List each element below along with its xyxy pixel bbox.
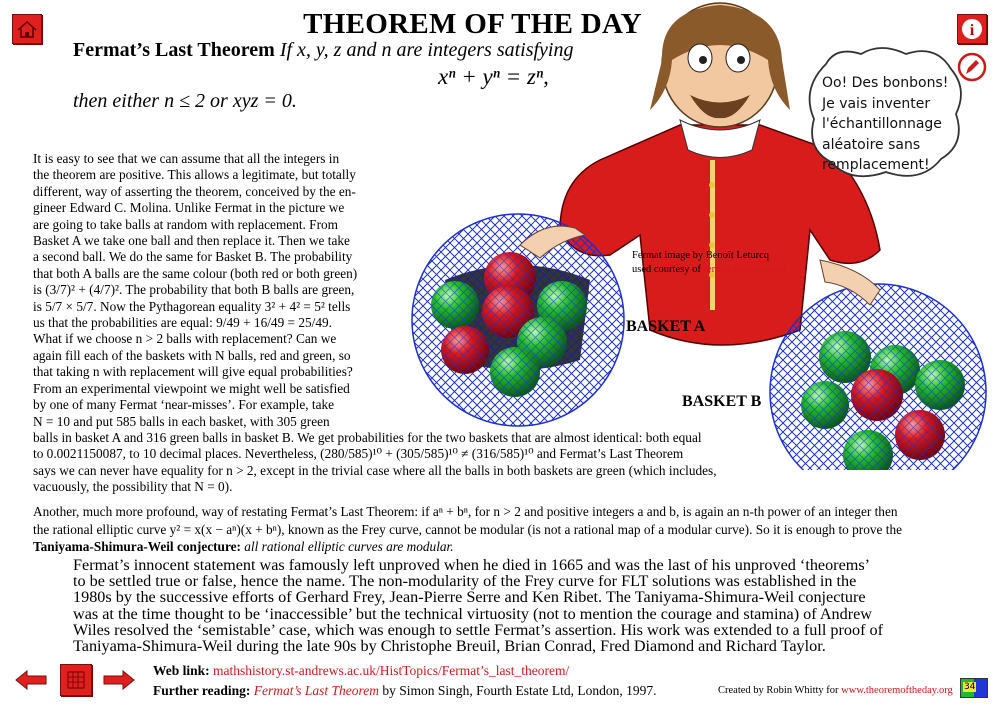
credit-prefix: used courtesy of xyxy=(632,263,701,275)
text-line: is (3/7)² + (4/7)². The probability that both B balls are green, xyxy=(33,282,355,298)
arrow-left-icon xyxy=(14,670,48,690)
bubble-line: l'échantillonnage xyxy=(822,116,942,133)
credit-line-2 xyxy=(632,263,786,277)
text-line: Taniyama-Shimura-Weil during the late 90s by Christophe Breuil, Brian Conrad, Fred Diamond and Richard Taylor. xyxy=(73,637,826,656)
body-paragraph-2 xyxy=(33,503,966,556)
text-line: to 0.0021150087, to 10 decimal places. Nevertheless, (280/585)¹⁰ + (305/585)¹⁰ ≠ (316/585)¹⁰ and Fermat’s Last Theorem xyxy=(33,446,684,462)
speech-bubble-text xyxy=(822,73,954,176)
theorem-conclusion: then either n ≤ 2 or xyz = 0. xyxy=(73,90,297,112)
text-line: balls in basket A and 316 green balls in basket B. We get probabilities for the two baskets that are almost identical: both equal xyxy=(33,430,702,445)
further-reading-row xyxy=(153,683,657,699)
credit-line-1: Fermat image by Benoît Leturcq xyxy=(632,250,770,261)
bubble-line: Oo! Des bonbons! xyxy=(822,75,949,91)
basket-a-illustration xyxy=(412,214,624,426)
text-line: us that the probabilities are equal: 9/49 + 16/49 = 25/49. xyxy=(33,315,332,331)
page-number: 34 xyxy=(964,682,976,692)
basket-b-label: BASKET B xyxy=(682,393,762,410)
text-line: Basket A we take one ball and then replace it. Then we take xyxy=(33,233,350,249)
text-line: N = 10 and put 585 balls in each basket, with 305 green xyxy=(33,413,330,429)
text-line: a second ball. We do the same for Basket B. The probability xyxy=(33,249,353,265)
created-by-text: Created by Robin Whitty for xyxy=(718,685,839,696)
bubble-line: aléatoire sans xyxy=(822,136,921,153)
text-line: by one of many Fermat ‘near-misses’. For example, take xyxy=(33,397,335,413)
text-line: Fermat’s innocent statement was famously left unproved when he died in 1665 and was the last of his unproved ‘theorems’ xyxy=(73,556,871,574)
text-line: was at the time thought to be ‘inaccessible’ but the technical virtuosity (not to mention the courage and stamina) of Andrew xyxy=(73,604,872,623)
text-line: the theorem are positive. This allows a legitimate, but totally xyxy=(33,167,356,183)
body-paragraph-1 xyxy=(33,151,376,430)
page-number-badge xyxy=(960,678,988,698)
theorem-intro: If x, y, z and n are integers satisfying xyxy=(279,39,574,61)
text-line: From an experimental viewpoint we might well be satisfied xyxy=(33,380,350,396)
basket-a-label: BASKET A xyxy=(626,318,706,335)
created-by xyxy=(718,685,953,696)
further-reading-title[interactable]: Fermat’s Last Theorem xyxy=(253,683,380,698)
fermat-science-link[interactable]: fermat-science.com xyxy=(703,263,786,275)
text-line: What if we choose n > 2 balls with replacement? Can we xyxy=(33,331,337,347)
fermat-formula: xⁿ + yⁿ = zⁿ, xyxy=(438,64,549,89)
text-line: Wiles resolved the ‘semistable’ case, which was enough to settle Fermat’s assertion. His work was extended to a full proof of xyxy=(73,620,884,639)
text-line: that taking n with replacement will give equal probabilities? xyxy=(33,364,353,380)
web-link-row xyxy=(153,663,569,679)
theorem-name: Fermat’s Last Theorem xyxy=(73,39,275,61)
text-line: again fill each of the baskets with N balls, red and green, so xyxy=(33,347,351,363)
tsw-conjecture-statement: all rational elliptic curves are modular. xyxy=(244,539,454,554)
next-button[interactable] xyxy=(102,670,136,690)
text-line: that both A balls are the same colour (both red or both green) xyxy=(33,265,358,281)
text-line: is 5/7 × 5/7. Now the Pythagorean equality 3² + 4² = 5² tells xyxy=(33,298,351,314)
bubble-line: Je vais inventer xyxy=(822,95,931,112)
history-paragraph xyxy=(73,557,928,654)
text-line: 1980s by the successive efforts of Gerhard Frey, Jean-Pierre Serre and Ken Ribet. The Taniyama-Shimura-Weil conjecture xyxy=(73,588,866,607)
image-credit xyxy=(632,249,786,276)
text-line: It is easy to see that we can assume that all the integers in xyxy=(33,151,340,166)
text-line: to be settled true or false, hence the name. The non-modularity of the Frey curve for FLT solutions was established in the xyxy=(73,572,857,591)
text-line: vacuously, the possibility that N = 0). xyxy=(33,479,233,495)
page-title: THEOREM OF THE DAY xyxy=(303,8,642,40)
svg-text:i: i xyxy=(969,22,975,39)
further-reading-details: by Simon Singh, Fourth Estate Ltd, London, 1997. xyxy=(382,683,657,698)
tsw-conjecture-label: Taniyama-Shimura-Weil conjecture: xyxy=(33,539,241,554)
text-line: Another, much more profound, way of restating Fermat’s Last Theorem: if aⁿ + bⁿ, for n > 2 and positive integers a and b, is again an n-th power of an integer then xyxy=(33,504,898,519)
text-line: the rational elliptic curve y² = x(x − aⁿ)(x + bⁿ), known as the Frey curve, cannot be modular (is not a rational map of a modular curve). So it is enough to prove the xyxy=(33,521,902,537)
web-link-label: Web link: xyxy=(153,663,210,678)
text-line: are going to take balls at random with replacement. From xyxy=(33,216,338,232)
arrow-right-icon xyxy=(102,670,136,690)
bubble-line: remplacement! xyxy=(822,157,930,174)
site-link[interactable]: www.theoremoftheday.org xyxy=(841,685,953,696)
text-line: different, way of asserting the theorem, conceived by the en- xyxy=(33,183,356,199)
text-line: gineer Edward C. Molina. Unlike Fermat in the picture we xyxy=(33,200,345,216)
text-line xyxy=(33,538,966,556)
index-button[interactable] xyxy=(60,664,92,696)
body-paragraph-1-continued xyxy=(33,430,753,496)
further-reading-label: Further reading: xyxy=(153,683,251,698)
text-line: says we can never have equality for n > 2, except in the trivial case where all the balls in both baskets are green (which includes, xyxy=(33,462,717,478)
web-link-url[interactable]: mathshistory.st-andrews.ac.uk/HistTopics/Fermat’s_last_theorem/ xyxy=(213,663,570,678)
grid-icon xyxy=(61,665,91,695)
prev-button[interactable] xyxy=(14,670,48,690)
